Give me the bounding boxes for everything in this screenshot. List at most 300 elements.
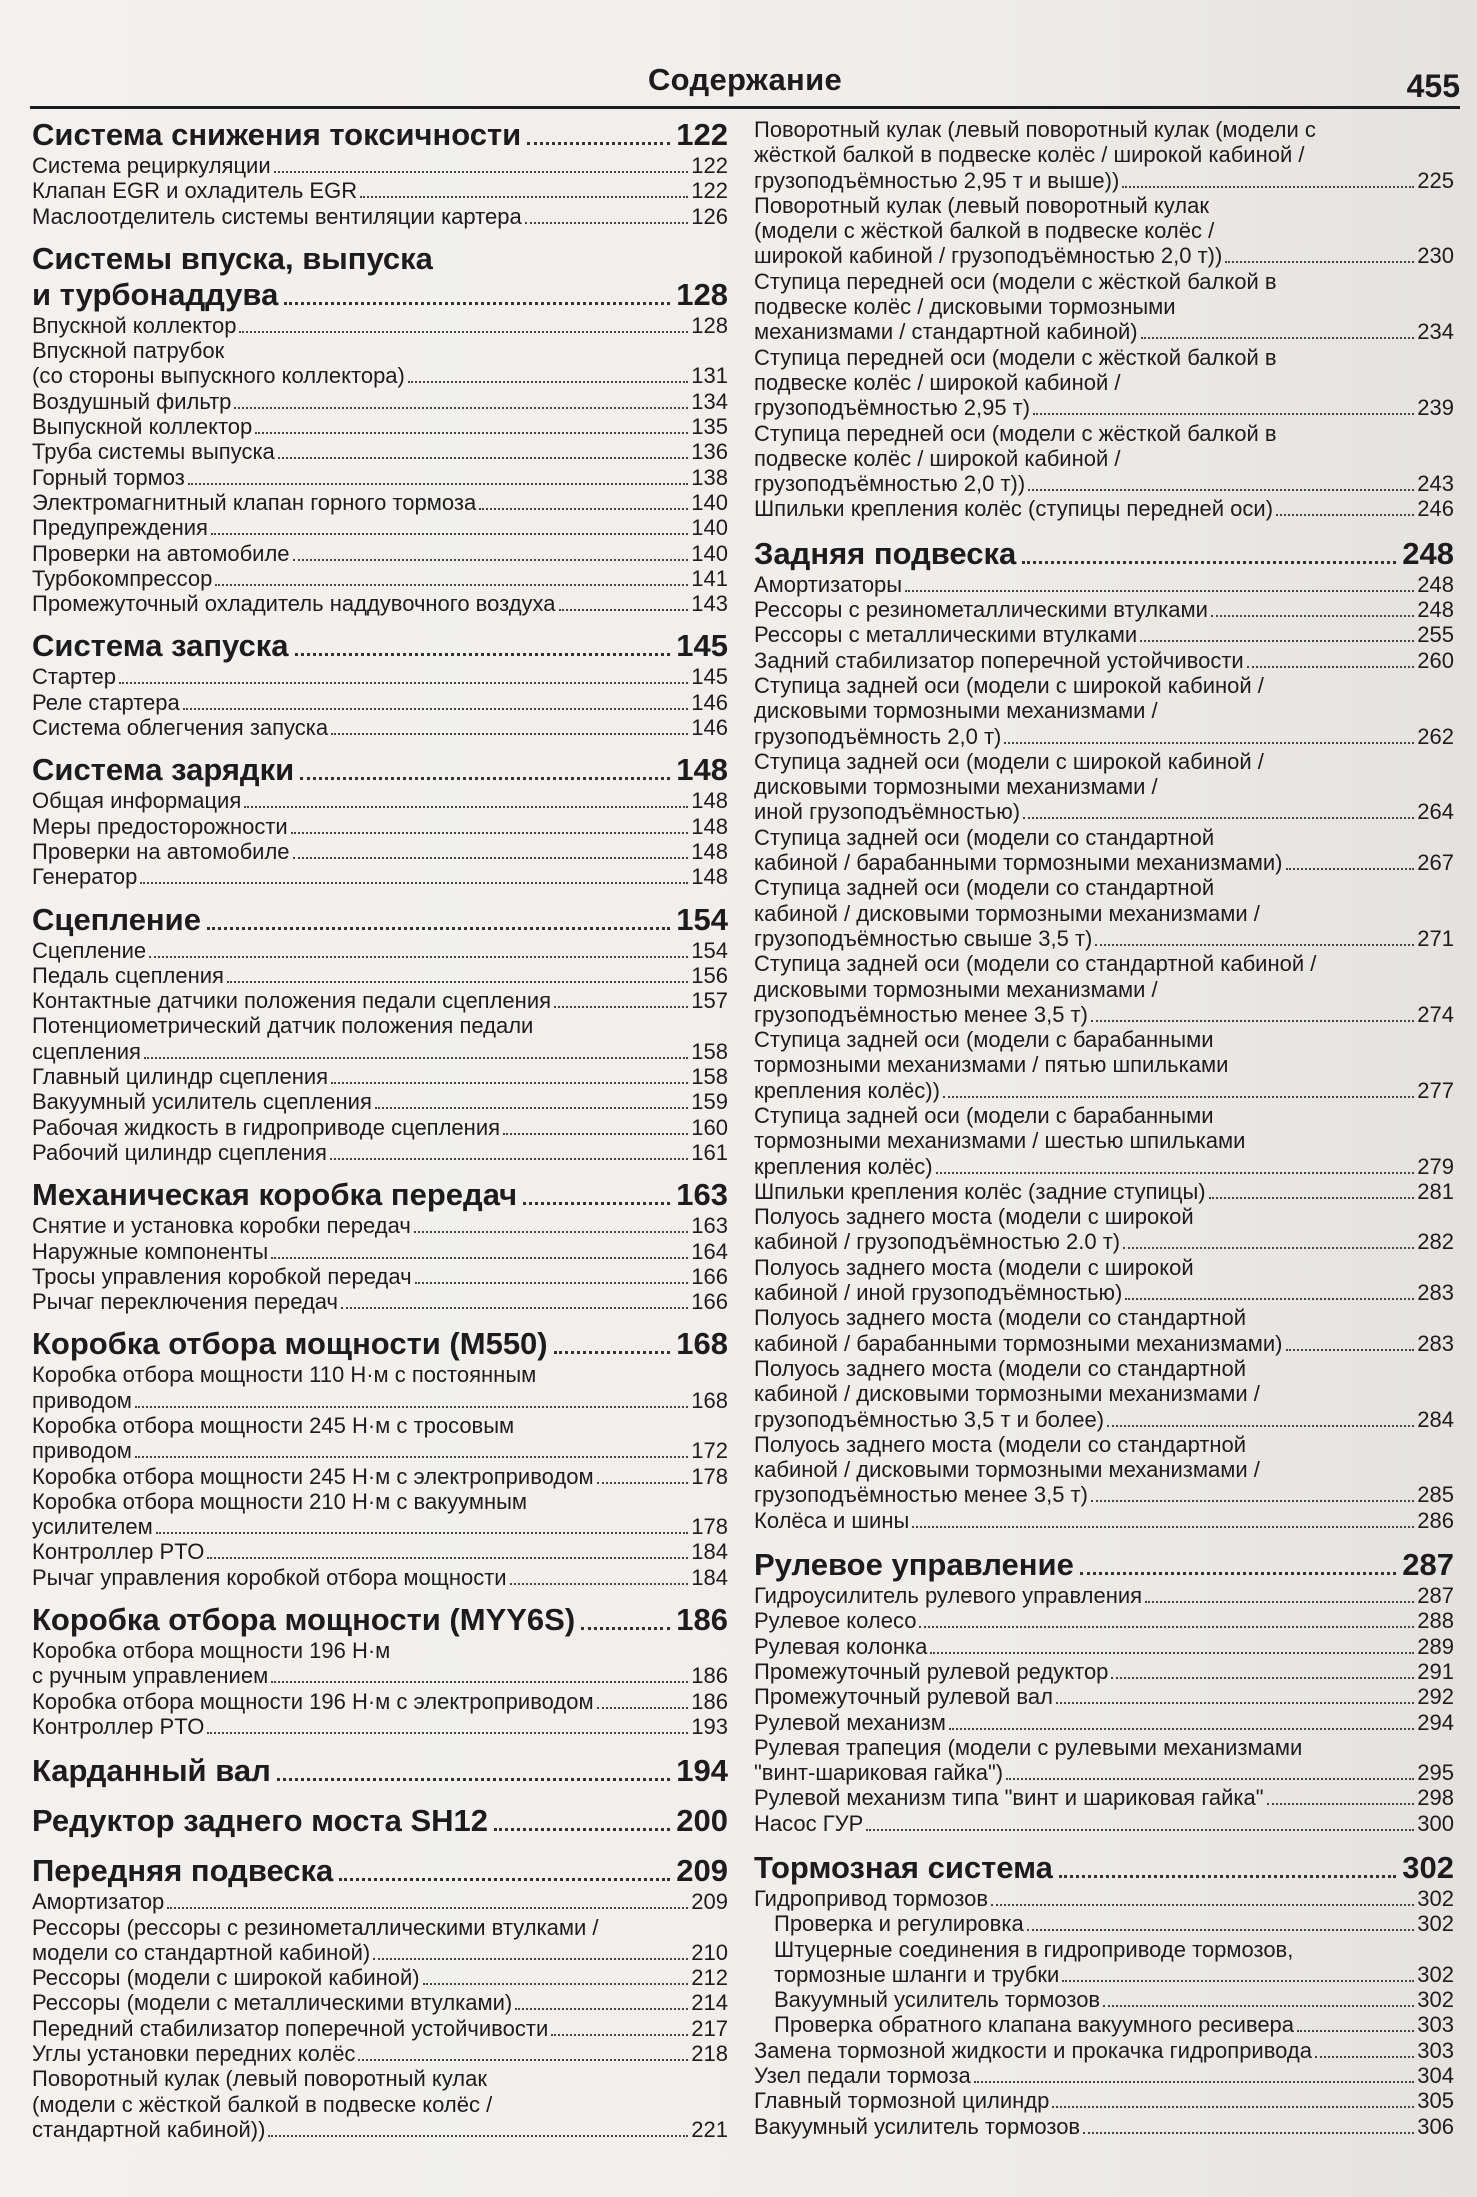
toc-entry[interactable]	[32, 153, 728, 178]
toc-entry-page: 303	[1417, 2012, 1454, 2038]
toc-entry[interactable]	[32, 1362, 728, 1413]
toc-entry-text: Промежуточный охладитель наддувочного воздуха	[32, 591, 556, 617]
toc-leader-line	[754, 572, 1454, 597]
toc-entry-page: 145	[691, 664, 728, 690]
toc-entry[interactable]	[32, 490, 728, 515]
toc-entry-text: грузоподъёмность 2,0 т)	[754, 723, 1002, 749]
toc-entry[interactable]	[32, 1239, 728, 1264]
toc-section	[32, 1803, 728, 1839]
dot-leader	[559, 609, 689, 611]
toc-entry[interactable]	[754, 117, 1454, 193]
toc-entry-page: 217	[691, 2015, 728, 2041]
toc-entry[interactable]	[32, 1140, 728, 1165]
toc-entry-text: Впускной коллектор	[32, 312, 237, 338]
toc-entry-text: Потенциометрический датчик положения педали	[32, 1013, 534, 1039]
dot-leader	[211, 533, 688, 535]
dot-leader	[255, 432, 688, 434]
toc-entry[interactable]	[754, 1659, 1454, 1684]
section-title[interactable]	[32, 241, 728, 277]
toc-entry-text: Полуось заднего моста (модели со стандартной	[754, 1355, 1247, 1381]
toc-entry-text: Поворотный кулак (левый поворотный кулак	[32, 2066, 487, 2092]
dot-leader	[271, 1681, 688, 1683]
section-title-text: Карданный вал	[32, 1753, 271, 1789]
dot-leader	[293, 559, 689, 561]
toc-entry-page: 140	[691, 540, 728, 566]
section-page-number: 287	[1402, 1547, 1454, 1583]
toc-leader-line	[32, 1990, 728, 2015]
toc-entry[interactable]	[32, 178, 728, 203]
toc-entry-text: Поворотный кулак (левый поворотный кулак (модели с	[754, 117, 1316, 142]
toc-entry-page: 184	[691, 1539, 728, 1565]
toc-leader-line	[32, 664, 728, 689]
dot-leader	[183, 708, 689, 710]
toc-entry-text: Ступица задней оси (модели с барабанными	[754, 1027, 1214, 1053]
toc-leader-line	[32, 988, 728, 1013]
toc-entry[interactable]	[32, 788, 728, 813]
toc-entry-page: 277	[1417, 1077, 1454, 1103]
toc-section	[754, 1547, 1454, 1836]
toc-entry[interactable]	[754, 269, 1454, 345]
toc-leader-line	[754, 1179, 1454, 1204]
toc-leader-line	[32, 1539, 728, 1564]
toc-leader-line	[754, 1987, 1454, 2012]
toc-entry[interactable]	[32, 664, 728, 689]
section-title[interactable]	[754, 1547, 1454, 1583]
toc-entry-text: Вакуумный усилитель тормозов	[774, 1987, 1101, 2013]
toc-entry[interactable]	[32, 313, 728, 338]
toc-entry[interactable]	[754, 572, 1454, 597]
toc-entry-page: 302	[1417, 1886, 1454, 1911]
dot-leader	[1211, 615, 1414, 617]
toc-entry-text: Гидропривод тормозов	[754, 1886, 989, 1911]
toc-entry[interactable]	[32, 1064, 728, 1089]
toc-entry[interactable]	[754, 1785, 1454, 1810]
page-title: Содержание	[648, 62, 842, 97]
toc-entry[interactable]	[754, 1987, 1454, 2012]
toc-leader-line	[32, 788, 728, 813]
dot-leader	[144, 1057, 688, 1059]
section-title[interactable]	[32, 752, 728, 788]
toc-entry[interactable]	[32, 1714, 728, 1739]
section-title[interactable]	[32, 117, 728, 153]
dot-leader	[1033, 413, 1414, 415]
toc-leader-line	[32, 178, 728, 203]
toc-entry-text: грузоподъёмностью свыше 3,5 т)	[754, 925, 1093, 951]
toc-leader-line	[754, 597, 1454, 622]
toc-leader-line	[32, 963, 728, 988]
dot-leader	[991, 1904, 1414, 1906]
dot-leader	[1145, 1601, 1414, 1603]
toc-entry[interactable]	[32, 1013, 728, 1064]
toc-entry-page: 122	[691, 153, 728, 178]
toc-entry[interactable]	[754, 1886, 1454, 1911]
toc-entry-text: Стартер	[32, 664, 117, 690]
toc-entry[interactable]	[754, 1103, 1454, 1179]
toc-leader-line	[754, 2063, 1454, 2088]
toc-leader-line	[32, 1213, 728, 1238]
toc-entry-text: тормозные шланги и трубки	[774, 1961, 1060, 1987]
toc-leader-line	[754, 1583, 1454, 1608]
toc-entry-page: 135	[691, 414, 728, 440]
toc-entry-page: 306	[1417, 2113, 1454, 2139]
dot-leader	[244, 806, 688, 808]
toc-entry-text: Рулевой механизм типа "винт и шариковая гайка"	[754, 1785, 1264, 1811]
toc-entry-page: 286	[1417, 1507, 1454, 1533]
toc-entry[interactable]	[32, 1115, 728, 1140]
toc-leader-line	[754, 2114, 1454, 2139]
toc-entry[interactable]	[32, 1915, 728, 1966]
dot-leader	[515, 2008, 688, 2010]
section-title[interactable]	[32, 628, 728, 664]
dot-leader	[341, 1307, 688, 1309]
toc-section	[754, 536, 1454, 1533]
toc-entry[interactable]	[32, 1213, 728, 1238]
dot-leader	[1023, 817, 1414, 819]
toc-entry[interactable]	[32, 465, 728, 490]
toc-entry[interactable]	[32, 204, 728, 229]
toc-entry[interactable]	[32, 864, 728, 889]
toc-entry[interactable]	[754, 2012, 1454, 2037]
toc-entry-text: Коробка отбора мощности 110 Н·м с постоянным	[32, 1362, 537, 1388]
toc-entry[interactable]	[754, 1432, 1454, 1508]
toc-entry-page: 302	[1417, 1987, 1454, 2013]
toc-entry[interactable]	[32, 1565, 728, 1590]
toc-entry[interactable]	[754, 1634, 1454, 1659]
toc-entry[interactable]	[754, 1179, 1454, 1204]
toc-entry-page: 166	[691, 1263, 728, 1289]
toc-entry[interactable]	[754, 622, 1454, 647]
dot-leader	[207, 1557, 688, 1559]
toc-entry-page: 154	[691, 937, 728, 963]
toc-entry-page: 212	[691, 1965, 728, 1991]
section-title-text: Коробка отбора мощности (MYY6S)	[32, 1602, 576, 1638]
toc-entry[interactable]	[754, 1255, 1454, 1306]
dot-leader	[274, 171, 689, 173]
toc-entry[interactable]	[32, 591, 728, 616]
toc-entry[interactable]	[754, 2114, 1454, 2139]
toc-leader-line	[754, 2012, 1454, 2037]
toc-entry[interactable]	[32, 963, 728, 988]
dot-leader	[277, 1778, 670, 1781]
dot-leader	[1123, 1247, 1414, 1249]
toc-entry-page: 209	[691, 1889, 728, 1915]
toc-entry[interactable]	[32, 566, 728, 591]
toc-leader-line	[32, 1689, 728, 1714]
toc-entry-text: приводом	[32, 1387, 132, 1413]
toc-entry[interactable]	[754, 1027, 1454, 1103]
toc-leader-line	[754, 1710, 1454, 1735]
dot-leader	[339, 1878, 670, 1881]
toc-entry-page: 161	[691, 1139, 728, 1165]
toc-entry-text: Главный цилиндр сцепления	[32, 1064, 329, 1090]
section-title[interactable]	[32, 277, 728, 313]
section-page-number: 128	[676, 276, 728, 312]
toc-entry-page: 148	[691, 864, 728, 890]
toc-entry[interactable]	[754, 345, 1454, 421]
toc-entry-text: Тросы управления коробкой передач	[32, 1263, 412, 1289]
toc-entry-page: 178	[691, 1514, 728, 1540]
toc-leader-line	[32, 1514, 728, 1539]
toc-entry[interactable]	[754, 1811, 1454, 1836]
toc-entry[interactable]	[754, 951, 1454, 1027]
section-title[interactable]	[754, 536, 1454, 572]
toc-entry-page: 230	[1417, 243, 1454, 269]
toc-entry-text: Рулевой механизм	[754, 1709, 946, 1735]
toc-entry-text: Ступица задней оси (модели с широкой кабиной /	[754, 672, 1264, 698]
toc-entry-page: 158	[691, 1038, 728, 1064]
dot-leader	[291, 832, 689, 834]
toc-leader-line	[754, 243, 1454, 268]
toc-leader-line	[754, 850, 1454, 875]
toc-entry[interactable]	[754, 1684, 1454, 1709]
toc-entry[interactable]	[754, 875, 1454, 951]
toc-leader-line	[32, 1438, 728, 1463]
section-page-number: 154	[676, 901, 728, 937]
toc-entry[interactable]	[754, 648, 1454, 673]
toc-entry-text: Гидроусилитель рулевого управления	[754, 1583, 1143, 1609]
dot-leader	[930, 1652, 1414, 1654]
toc-entry[interactable]	[754, 1583, 1454, 1608]
toc-entry-page: 146	[691, 689, 728, 715]
toc-entry-page: 291	[1417, 1658, 1454, 1684]
toc-entry[interactable]	[32, 1464, 728, 1489]
toc-leader-line	[32, 389, 728, 414]
toc-entry-page: 134	[691, 388, 728, 414]
toc-entry-text: Вакуумный усилитель тормозов	[754, 2113, 1081, 2139]
toc-entry-page: 239	[1417, 395, 1454, 421]
toc-entry[interactable]	[754, 1204, 1454, 1255]
toc-leader-line	[32, 1140, 728, 1165]
toc-entry[interactable]	[754, 673, 1454, 749]
toc-entry[interactable]	[32, 1638, 728, 1689]
toc-entry-page: 221	[691, 2116, 728, 2142]
toc-entry[interactable]	[32, 2066, 728, 2142]
toc-entry-text: Передний стабилизатор поперечной устойчивости	[32, 2015, 549, 2041]
toc-entry-text: Реле стартера	[32, 689, 180, 715]
toc-entry-page: 289	[1417, 1633, 1454, 1659]
section-title-text: Передняя подвеска	[32, 1853, 334, 1889]
toc-entry-text: Впускной патрубок	[32, 338, 225, 364]
toc-entry[interactable]	[32, 439, 728, 464]
toc-entry[interactable]	[32, 839, 728, 864]
dot-leader	[167, 1907, 688, 1909]
section-title-text: Система снижения токсичности	[32, 117, 522, 152]
toc-entry-page: 148	[691, 813, 728, 839]
toc-entry-text: кабиной / дисковыми тормозными механизмами /	[754, 900, 1260, 926]
toc-entry-text: Полуось заднего моста (модели с широкой	[754, 1204, 1194, 1230]
toc-entry[interactable]	[32, 1264, 728, 1289]
toc-entry-text: Штуцерные соединения в гидроприводе тормозов,	[774, 1936, 1294, 1962]
toc-leader-line	[754, 2088, 1454, 2113]
toc-leader-line	[32, 690, 728, 715]
toc-entry-text: Ступица задней оси (модели со стандартной	[754, 824, 1215, 850]
toc-entry-text: Предупреждения	[32, 515, 208, 541]
toc-leader-line	[32, 1089, 728, 1114]
section-title[interactable]	[32, 1177, 728, 1213]
toc-entry-text: усилителем	[32, 1514, 153, 1540]
toc-entry-text: Проверки на автомобиле	[32, 838, 290, 864]
toc-entry[interactable]	[32, 1889, 728, 1914]
toc-entry[interactable]	[32, 338, 728, 389]
toc-entry-text: Коробка отбора мощности 196 Н·м с электроприводом	[32, 1688, 594, 1714]
toc-entry-page: 148	[691, 838, 728, 864]
toc-entry-page: 164	[691, 1238, 728, 1264]
toc-entry-text: кабиной / иной грузоподъёмностью)	[754, 1280, 1123, 1306]
toc-leader-line	[754, 622, 1454, 647]
toc-entry-page: 246	[1417, 496, 1454, 522]
toc-entry[interactable]	[754, 2063, 1454, 2088]
toc-leader-line	[32, 839, 728, 864]
toc-entry-text: приводом	[32, 1438, 132, 1464]
toc-entry[interactable]	[754, 1710, 1454, 1735]
toc-entry[interactable]	[32, 814, 728, 839]
toc-entry[interactable]	[32, 1489, 728, 1540]
toc-entry-text: Воздушный фильтр	[32, 388, 232, 414]
toc-entry-text: дисковыми тормозными механизмами /	[754, 698, 1158, 724]
dot-leader	[974, 2081, 1415, 2083]
toc-entry[interactable]	[32, 1689, 728, 1714]
dot-leader	[423, 1983, 689, 1985]
section-page-number: 168	[676, 1326, 728, 1362]
toc-entry[interactable]	[32, 690, 728, 715]
dot-leader	[905, 590, 1414, 592]
section-page-number: 209	[676, 1853, 728, 1889]
toc-entry[interactable]	[32, 1089, 728, 1114]
toc-entry-text: Полуось заднего моста (модели с широкой	[754, 1254, 1194, 1280]
dot-leader	[415, 1282, 689, 1284]
toc-entry[interactable]	[32, 1289, 728, 1314]
toc-entry-page: 234	[1417, 319, 1454, 345]
toc-entry-text: "винт-шариковая гайка")	[754, 1760, 1004, 1786]
toc-entry-page: 122	[691, 178, 728, 204]
toc-entry-text: подвеске колёс / широкой кабиной /	[754, 445, 1121, 471]
toc-entry-page: 305	[1417, 2088, 1454, 2114]
toc-entry[interactable]	[754, 2038, 1454, 2063]
section-title-text: Задняя подвеска	[754, 535, 1017, 571]
toc-entry[interactable]	[754, 1356, 1454, 1432]
toc-entry[interactable]	[754, 1508, 1454, 1533]
toc-leader-line	[32, 1889, 728, 1914]
toc-entry[interactable]	[32, 515, 728, 540]
toc-entry-text: Рессоры (рессоры с резинометаллическими втулками /	[32, 1914, 599, 1940]
toc-entry[interactable]	[754, 1735, 1454, 1786]
dot-leader	[597, 1707, 689, 1709]
toc-entry-text: (модели с жёсткой балкой в подвеске колёс /	[32, 2091, 493, 2117]
toc-entry[interactable]	[32, 541, 728, 566]
dot-leader	[1140, 640, 1414, 642]
toc-entry[interactable]	[754, 1911, 1454, 1936]
toc-entry-page: 157	[691, 988, 728, 1014]
toc-entry[interactable]	[754, 825, 1454, 876]
section-title-text: Сцепление	[32, 901, 201, 937]
toc-entry[interactable]	[754, 1937, 1454, 1988]
toc-entry-text: Задний стабилизатор поперечной устойчивости	[754, 647, 1244, 673]
dot-leader	[1107, 1425, 1414, 1427]
toc-entry[interactable]	[32, 1965, 728, 1990]
dot-leader	[527, 142, 670, 145]
section-title[interactable]	[32, 1326, 728, 1362]
toc-leader-line	[754, 1482, 1454, 1507]
toc-entry-text: стандартной кабиной))	[32, 2116, 266, 2142]
dot-leader	[1125, 1298, 1414, 1300]
section-title[interactable]	[32, 1602, 728, 1638]
toc-entry-page: 292	[1417, 1684, 1454, 1710]
toc-entry[interactable]	[32, 988, 728, 1013]
toc-entry-page: 285	[1417, 1482, 1454, 1508]
dot-leader	[554, 1006, 688, 1008]
toc-entry[interactable]	[32, 938, 728, 963]
toc-leader-line	[32, 814, 728, 839]
toc-entry-page: 156	[691, 962, 728, 988]
toc-entry-text: Турбокомпрессор	[32, 565, 213, 591]
section-title[interactable]	[32, 1803, 728, 1839]
toc-entry[interactable]	[32, 1990, 728, 2015]
toc-entry-text: Ступица задней оси (модели со стандартной	[754, 875, 1215, 901]
toc-entry[interactable]	[32, 1413, 728, 1464]
toc-entry-text: Педаль сцепления	[32, 962, 224, 988]
toc-entry-text: Контроллер PTO	[32, 1539, 205, 1565]
toc-entry[interactable]	[32, 715, 728, 740]
toc-leader-line	[754, 1002, 1454, 1027]
toc-entry-page: 138	[691, 464, 728, 490]
toc-entry-page: 255	[1417, 622, 1454, 648]
toc-entry-text: Промежуточный рулевой вал	[754, 1684, 1053, 1710]
dot-leader	[414, 1231, 688, 1233]
toc-entry-page: 160	[691, 1114, 728, 1140]
toc-entry[interactable]	[754, 496, 1454, 521]
toc-entry[interactable]	[754, 597, 1454, 622]
toc-entry[interactable]	[32, 2041, 728, 2066]
toc-entry-page: 302	[1417, 1911, 1454, 1937]
toc-leader-line	[754, 1811, 1454, 1836]
toc-entry[interactable]	[32, 2016, 728, 2041]
toc-leader-line	[754, 2038, 1454, 2063]
section-title-text: Механическая коробка передач	[32, 1177, 518, 1213]
toc-leader-line	[32, 1039, 728, 1064]
toc-section	[32, 902, 728, 1166]
toc-entry[interactable]	[32, 414, 728, 439]
dot-leader	[1103, 2005, 1414, 2007]
section-title[interactable]	[32, 1753, 728, 1789]
section-title-text: Системы впуска, выпуска	[32, 240, 433, 276]
toc-entry[interactable]	[754, 1305, 1454, 1356]
dot-leader	[1091, 1020, 1414, 1022]
toc-entry[interactable]	[754, 749, 1454, 825]
toc-leader-line	[754, 1760, 1454, 1785]
dot-leader	[551, 2034, 688, 2036]
toc-entry-page: 279	[1417, 1153, 1454, 1179]
section-page-number: 200	[676, 1803, 728, 1839]
toc-entry[interactable]	[754, 2088, 1454, 2113]
dot-leader	[912, 1526, 1414, 1528]
section-title[interactable]	[32, 902, 728, 938]
toc-leader-line	[754, 1911, 1454, 1936]
toc-entry[interactable]	[754, 421, 1454, 497]
section-page-number: 122	[676, 117, 728, 152]
toc-entry[interactable]	[32, 1539, 728, 1564]
toc-entry[interactable]	[754, 1608, 1454, 1633]
toc-entry[interactable]	[32, 389, 728, 414]
section-title[interactable]	[754, 1850, 1454, 1886]
section-title[interactable]	[32, 1853, 728, 1889]
toc-leader-line	[754, 1886, 1454, 1911]
toc-leader-line	[32, 1663, 728, 1688]
dot-leader	[119, 682, 688, 684]
dot-leader	[375, 1107, 688, 1109]
toc-entry[interactable]	[754, 193, 1454, 269]
dot-leader	[207, 1732, 688, 1734]
toc-right-column	[754, 117, 1454, 2139]
